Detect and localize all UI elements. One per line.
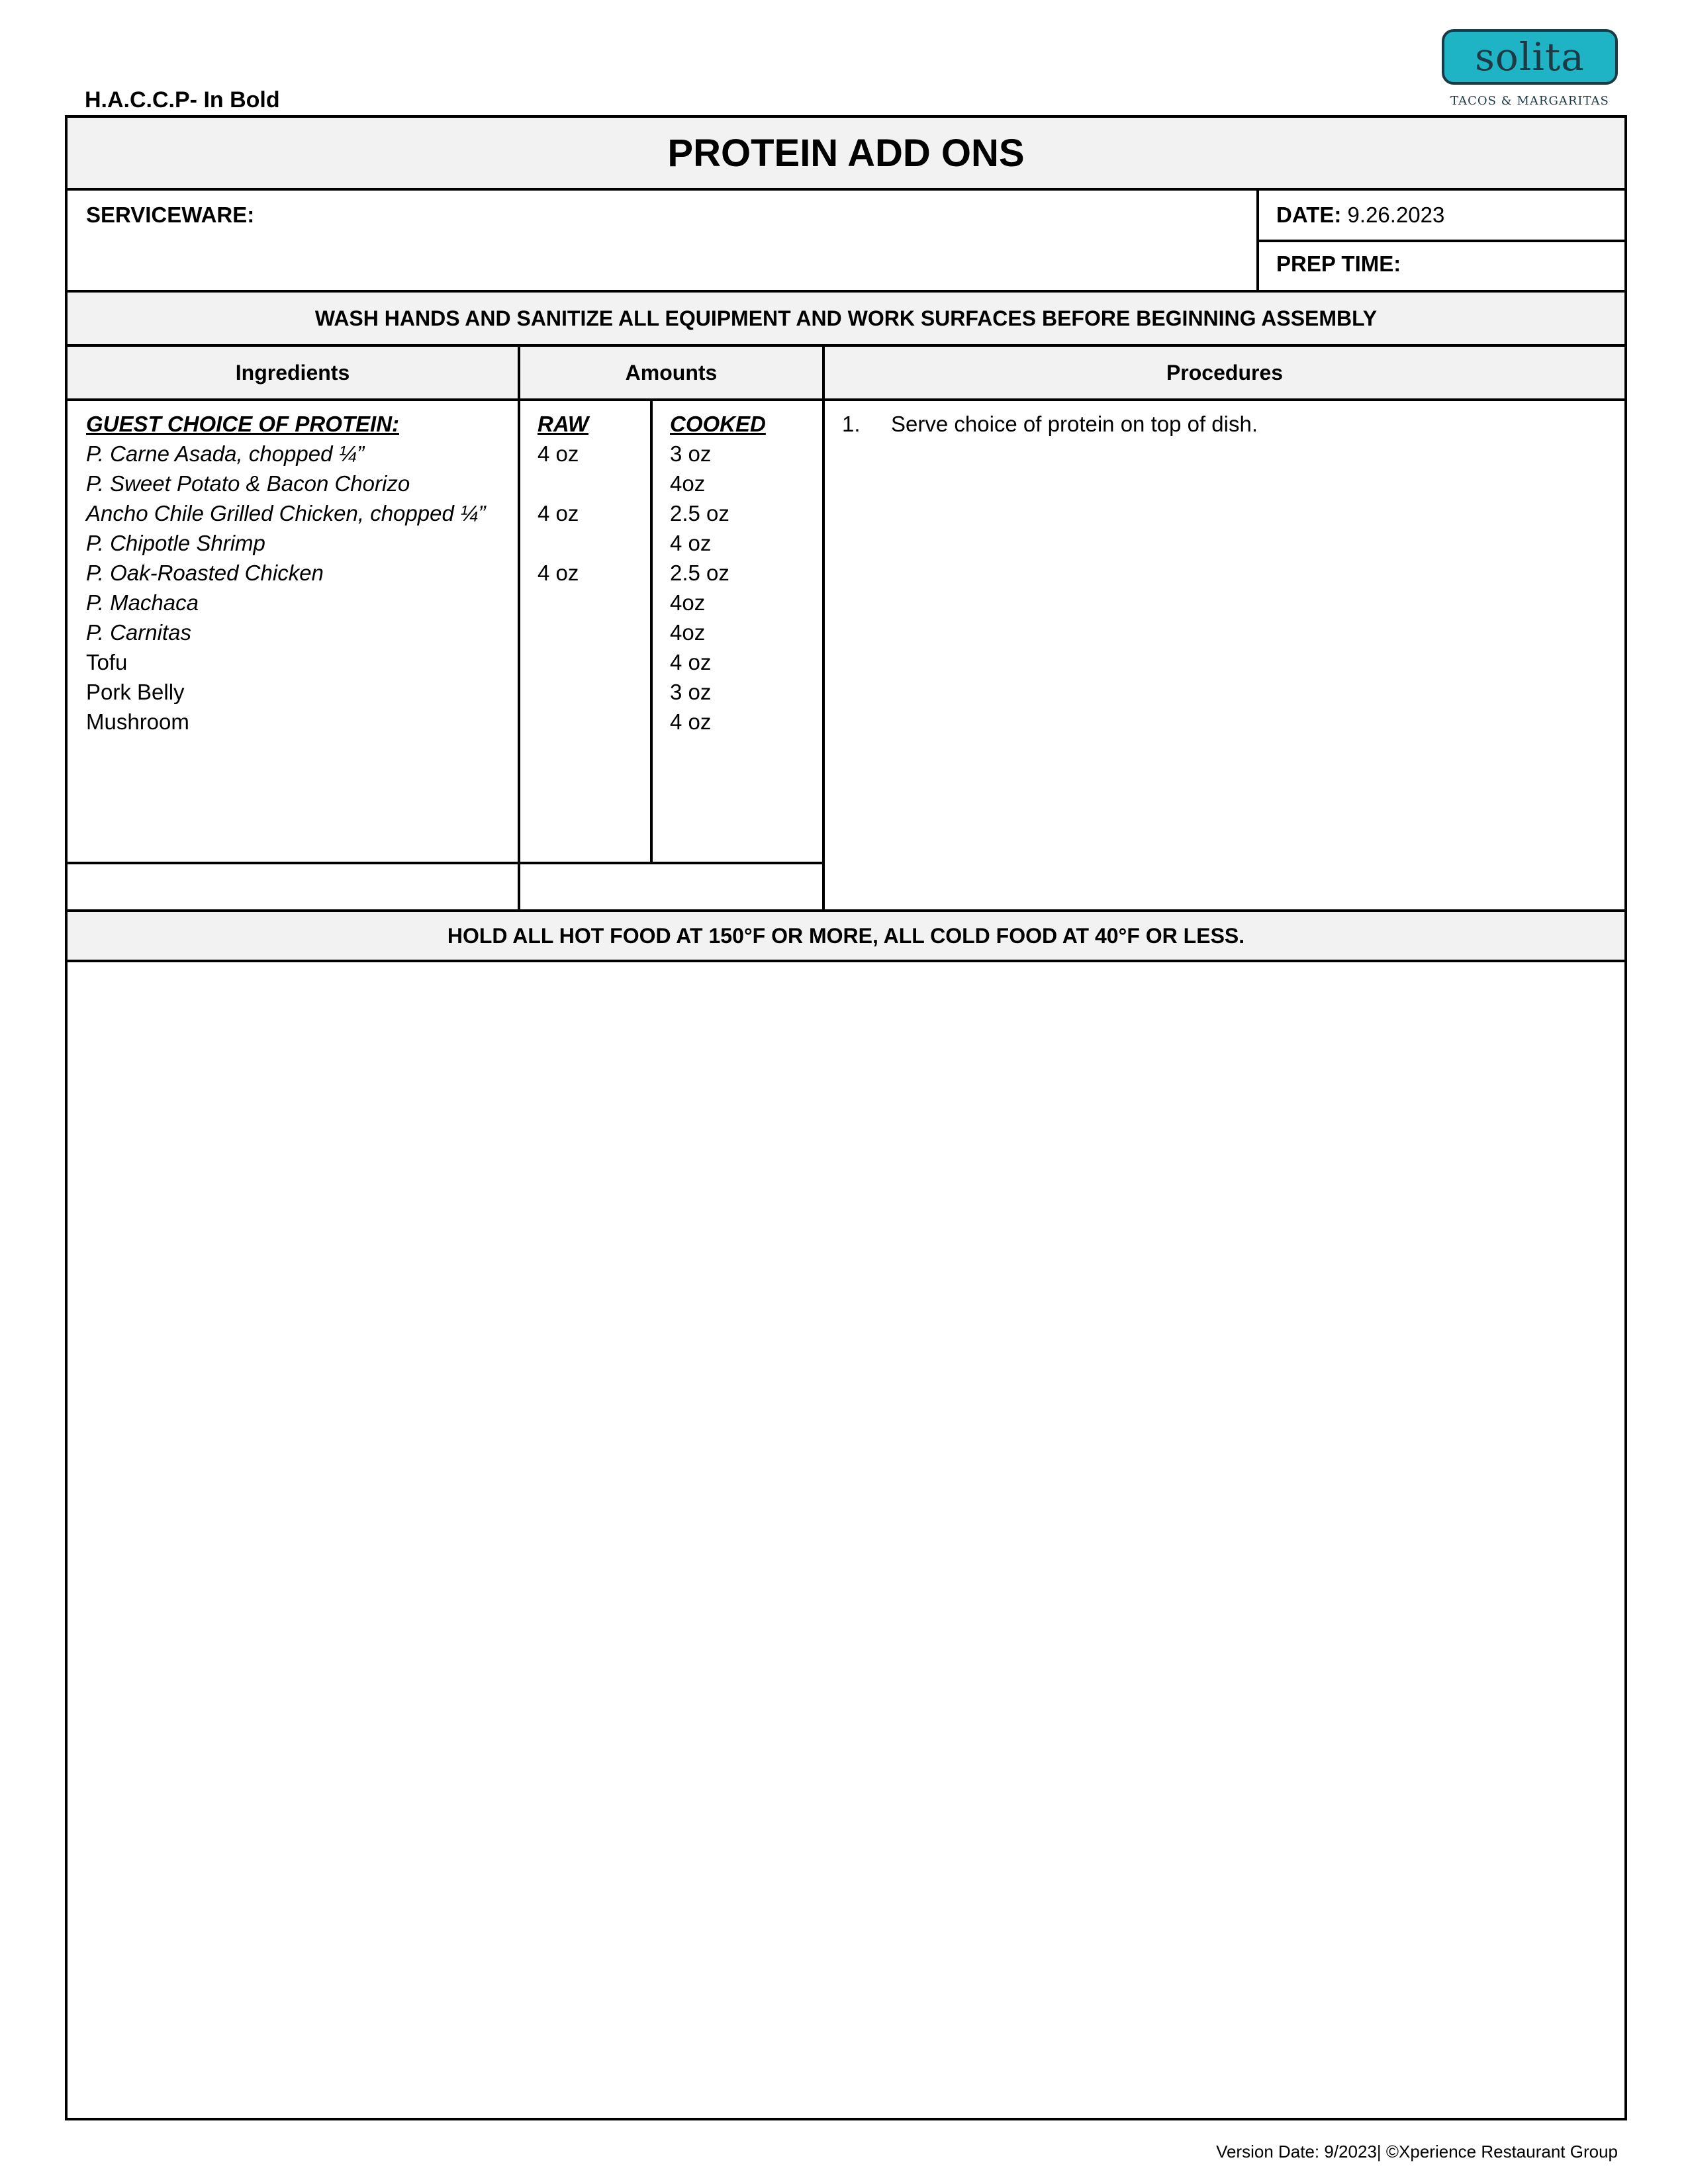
cooked-list	[670, 409, 766, 737]
step-text: Serve choice of protein on top of dish.	[891, 412, 1258, 436]
ingredients-heading: GUEST CHOICE OF PROTEIN:	[86, 412, 400, 436]
ingredient-name: Pork Belly	[86, 680, 185, 704]
date-field	[1276, 203, 1444, 228]
procedures-list	[842, 409, 1258, 439]
divider	[68, 188, 1624, 191]
raw-amount	[538, 469, 588, 498]
cooked-amount: 4oz	[670, 620, 706, 645]
cooked-heading: COOKED	[670, 412, 766, 436]
raw-amount	[538, 617, 588, 647]
raw-list	[538, 409, 588, 737]
step-number: 1.	[842, 412, 861, 436]
serviceware-label: SERVICEWARE:	[86, 203, 255, 227]
ingredient-name: Ancho Chile Grilled Chicken, chopped ¼”	[86, 501, 486, 525]
cooked-amount: 4 oz	[670, 531, 712, 555]
logo-tagline: TACOS & MARGARITAS	[1450, 94, 1609, 108]
divider	[68, 398, 1624, 401]
raw-amount: 4 oz	[538, 441, 579, 466]
cooked-amount: 3 oz	[670, 441, 712, 466]
raw-heading: RAW	[538, 412, 588, 436]
wash-notice: WASH HANDS AND SANITIZE ALL EQUIPMENT AND WORK SURFACES BEFORE BEGINNING ASSEMBLY	[68, 293, 1624, 344]
raw-amount: 4 oz	[538, 501, 579, 525]
cooked-amount: 3 oz	[670, 680, 712, 704]
ingredient-name: P. Sweet Potato & Bacon Chorizo	[86, 471, 410, 496]
raw-amount	[538, 677, 588, 707]
raw-amount	[538, 647, 588, 677]
page-title: PROTEIN ADD ONS	[68, 118, 1624, 188]
cooked-amount: 4 oz	[670, 650, 712, 674]
ingredients-list	[86, 409, 486, 737]
procedure-step	[842, 409, 1258, 439]
logo-wordmark: solita	[1475, 34, 1585, 79]
ingredient-name: P. Chipotle Shrimp	[86, 531, 265, 555]
version-footer: Version Date: 9/2023| ©Xperience Restaurant Group	[1216, 2142, 1618, 2161]
ingredient-name: P. Oak-Roasted Chicken	[86, 561, 324, 585]
amounts-header: Amounts	[520, 347, 822, 398]
divider	[518, 347, 520, 912]
cooked-amount: 4 oz	[670, 709, 712, 734]
hold-notice: HOLD ALL HOT FOOD AT 150°F OR MORE, ALL COLD FOOD AT 40°F OR LESS.	[68, 912, 1624, 960]
ingredient-name: P. Machaca	[86, 590, 199, 615]
divider	[68, 862, 825, 864]
raw-amount	[538, 707, 588, 737]
divider	[650, 401, 653, 864]
cooked-amount: 4oz	[670, 590, 706, 615]
procedures-header: Procedures	[825, 347, 1624, 398]
raw-amount	[538, 588, 588, 617]
haccp-note: H.A.C.C.P- In Bold	[85, 87, 280, 113]
divider	[1259, 240, 1624, 242]
date-label: DATE:	[1276, 203, 1342, 227]
cooked-amount: 4oz	[670, 471, 706, 496]
raw-amount	[538, 528, 588, 558]
ingredient-name: Tofu	[86, 650, 128, 674]
divider	[822, 347, 825, 912]
ingredient-name: P. Carnitas	[86, 620, 191, 645]
ingredient-name: P. Carne Asada, chopped ¼”	[86, 441, 365, 466]
ingredients-header: Ingredients	[68, 347, 518, 398]
recipe-card	[65, 115, 1627, 2120]
cooked-amount: 2.5 oz	[670, 561, 729, 585]
prep-time-label: PREP TIME:	[1276, 251, 1401, 276]
logo-badge	[1442, 29, 1618, 85]
raw-amount: 4 oz	[538, 561, 579, 585]
cooked-amount: 2.5 oz	[670, 501, 729, 525]
divider	[68, 960, 1624, 962]
ingredient-name: Mushroom	[86, 709, 189, 734]
solita-logo	[1438, 25, 1622, 114]
date-value: 9.26.2023	[1347, 203, 1445, 227]
